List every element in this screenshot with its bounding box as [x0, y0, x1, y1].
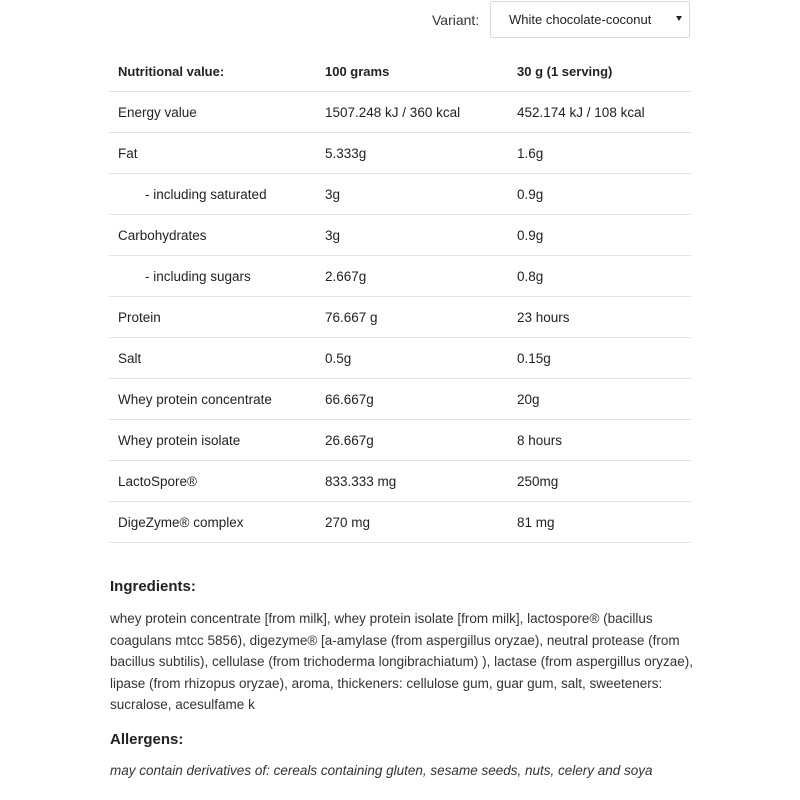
variant-dropdown[interactable]: [490, 1, 690, 38]
value-per-serving: 23 hours: [508, 297, 691, 338]
value-per-serving: 0.9g: [508, 215, 691, 256]
value-per-serving: 0.9g: [508, 174, 691, 215]
header-serving: 30 g (1 serving): [508, 52, 691, 92]
value-per-serving: 0.8g: [508, 256, 691, 297]
value-per-serving: 250mg: [508, 461, 691, 502]
ingredients-text: whey protein concentrate [from milk], whey protein isolate [from milk], lactospore® (bacillus coagulans mtcc 5856), digezyme® [a-amylase (from aspergillus oryzae), neutral protease (from bacillus subtilis), cellulase (from trichoderma longibrachiatum) ), lactase (from aspergillus oryzae), lipase (from rhizopus oryzae), aroma, thickeners: cellulose gum, guar gum, salt, sweeteners: sucralose, acesulfame k: [110, 611, 693, 712]
variant-selector-row: [0, 0, 800, 40]
caret-down-icon: [676, 16, 682, 21]
value-per-100g: 76.667 g: [316, 297, 508, 338]
value-per-100g: 3g: [316, 174, 508, 215]
nutrient-name: Fat: [109, 133, 316, 174]
nutrient-name: Carbohydrates: [109, 215, 316, 256]
value-per-100g: 26.667g: [316, 420, 508, 461]
value-per-serving: 8 hours: [508, 420, 691, 461]
nutrient-name: Whey protein concentrate: [109, 379, 316, 420]
table-row: [109, 297, 691, 338]
table-row: [109, 256, 691, 297]
table-row: [109, 174, 691, 215]
nutrient-name: Energy value: [109, 92, 316, 133]
table-row: [109, 215, 691, 256]
value-per-serving: 81 mg: [508, 502, 691, 543]
table-row: [109, 133, 691, 174]
table-row: [109, 461, 691, 502]
header-100-grams: 100 grams: [316, 52, 508, 92]
variant-label: Variant:: [432, 12, 480, 28]
allergens-text: may contain derivatives of: cereals containing gluten, sesame seeds, nuts, celery and soya: [110, 763, 653, 778]
table-row: [109, 502, 691, 543]
value-per-serving: 20g: [508, 379, 691, 420]
value-per-100g: 0.5g: [316, 338, 508, 379]
value-per-100g: 2.667g: [316, 256, 508, 297]
nutrient-name: Whey protein isolate: [109, 420, 316, 461]
nutrition-table: [109, 52, 691, 543]
value-per-serving: 452.174 kJ / 108 kcal: [508, 92, 691, 133]
nutrient-name: Salt: [109, 338, 316, 379]
value-per-100g: 3g: [316, 215, 508, 256]
allergens-heading: Allergens:: [110, 731, 184, 748]
variant-selected-value: White chocolate-coconut: [509, 12, 652, 27]
table-row: [109, 92, 691, 133]
nutrient-name: Protein: [109, 297, 316, 338]
value-per-100g: 833.333 mg: [316, 461, 508, 502]
nutrition-table-header: [109, 52, 691, 92]
header-nutritional-value: Nutritional value:: [109, 52, 316, 92]
nutrient-name: DigeZyme® complex: [109, 502, 316, 543]
value-per-100g: 1507.248 kJ / 360 kcal: [316, 92, 508, 133]
value-per-serving: 0.15g: [508, 338, 691, 379]
nutrient-name: - including sugars: [109, 256, 316, 297]
nutrient-name: LactoSpore®: [109, 461, 316, 502]
table-row: [109, 420, 691, 461]
nutrient-name: - including saturated: [109, 174, 316, 215]
value-per-100g: 5.333g: [316, 133, 508, 174]
value-per-serving: 1.6g: [508, 133, 691, 174]
value-per-100g: 66.667g: [316, 379, 508, 420]
table-row: [109, 379, 691, 420]
value-per-100g: 270 mg: [316, 502, 508, 543]
ingredients-heading: Ingredients:: [110, 578, 196, 595]
table-row: [109, 338, 691, 379]
